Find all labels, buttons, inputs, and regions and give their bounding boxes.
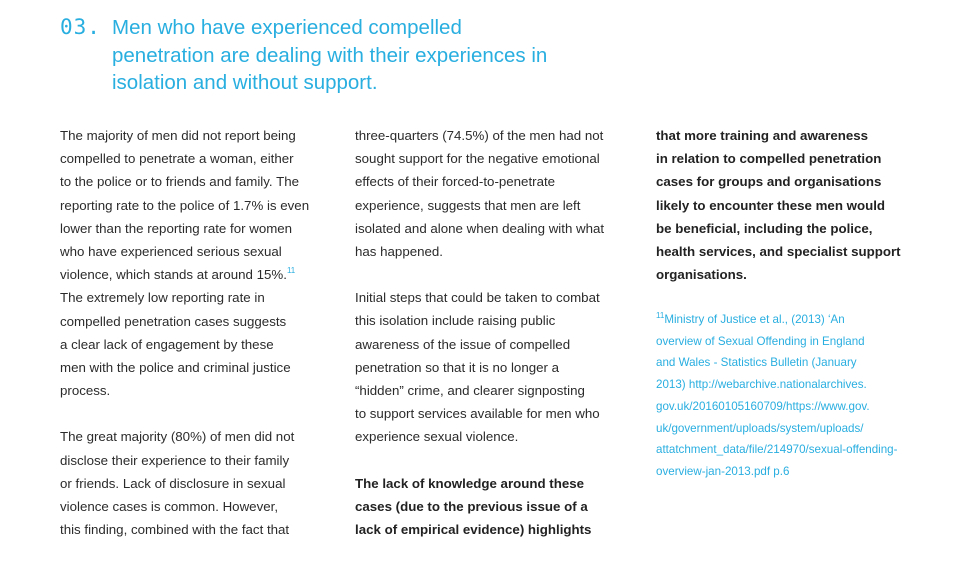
body-line: sought support for the negative emotional (355, 151, 600, 167)
body-line: who have experienced serious sexual (60, 244, 282, 260)
section-number: 03. (60, 15, 101, 39)
body-line: experience, suggests that men are left (355, 197, 581, 213)
body-line: this finding, combined with the fact that (60, 522, 290, 538)
emphasis-line: in relation to compelled penetration (656, 151, 882, 167)
footnote-link-line[interactable]: attatchment_data/file/214970/sexual-offending- (656, 443, 898, 457)
body-line (60, 263, 330, 286)
section-title-line: isolation and without support. (112, 71, 378, 94)
body-line: experience sexual violence. (355, 429, 519, 445)
body-line: isolated and alone when dealing with what (355, 220, 605, 236)
section-title-line: penetration are dealing with their experiences in (112, 43, 548, 67)
footnote-reference[interactable]: 11 (286, 266, 296, 276)
paragraph-gap (355, 263, 630, 286)
body-line: compelled penetration cases suggests (60, 313, 287, 329)
text-column-3 (656, 124, 936, 286)
body-line: this isolation include raising public (355, 313, 556, 329)
body-line: three-quarters (74.5%) of the men had not (355, 128, 604, 143)
body-line: effects of their forced-to-penetrate (355, 174, 556, 190)
body-line: compelled to penetrate a woman, either (60, 151, 294, 167)
body-line: The majority of men did not report being (60, 128, 296, 143)
footnote-line-text: Ministry of Justice et al., (2013) ‘An (664, 313, 845, 326)
body-line: The extremely low reporting rate in (60, 290, 265, 306)
body-line: to support services available for men who (355, 406, 600, 422)
footnote-line: and Wales - Statistics Bulletin (January (656, 356, 857, 370)
body-line: disclose their experience to their family (60, 452, 290, 468)
body-line: violence cases is common. However, (60, 499, 279, 515)
footnote (656, 309, 946, 483)
body-line: awareness of the issue of compelled (355, 336, 571, 352)
body-line: The great majority (80%) of men did not (60, 429, 295, 445)
body-line: reporting rate to the police of 1.7% is even (60, 197, 310, 213)
footnote-line: 2013) http://webarchive.nationalarchives. (656, 378, 867, 392)
emphasis-line: lack of empirical evidence) highlights (355, 522, 592, 538)
body-line: to the police or to friends and family. The (60, 174, 299, 190)
emphasis-line: that more training and awareness (656, 128, 869, 143)
paragraph-gap (355, 449, 630, 472)
body-line: a clear lack of engagement by these (60, 336, 274, 352)
footnote-line: overview of Sexual Offending in England (656, 334, 865, 348)
body-line: lower than the reporting rate for women (60, 220, 293, 236)
section-title (112, 14, 582, 97)
body-line: men with the police and criminal justice (60, 360, 291, 376)
body-line: “hidden” crime, and clearer signposting (355, 383, 585, 399)
footnote-number: 11 (656, 311, 665, 320)
section-title-line: Men who have experienced compelled (112, 16, 462, 39)
footnote-link-line[interactable]: uk/government/uploads/system/uploads/ (656, 421, 864, 435)
body-line: or friends. Lack of disclosure in sexual (60, 475, 286, 491)
paragraph-gap (60, 402, 330, 425)
footnote-line (656, 309, 946, 331)
body-line-text: violence, which stands at around 15%. (60, 267, 287, 283)
emphasis-line: be beneficial, including the police, (656, 220, 873, 236)
body-line: penetration so that it is no longer a (355, 359, 560, 375)
footnote-line: overview-jan-2013.pdf p.6 (656, 464, 790, 478)
emphasis-line: The lack of knowledge around these (355, 475, 585, 491)
body-line: Initial steps that could be taken to combat (355, 290, 600, 306)
emphasis-line: cases for groups and organisations (656, 174, 882, 190)
body-line: has happened. (355, 244, 443, 260)
body-line: process. (60, 383, 111, 399)
emphasis-line: likely to encounter these men would (656, 197, 886, 213)
emphasis-line: cases (due to the previous issue of a (355, 498, 588, 514)
text-column-2 (355, 124, 630, 541)
footnote-link-line[interactable]: gov.uk/20160105160709/https://www.gov. (656, 399, 870, 413)
text-column-1 (60, 124, 330, 541)
emphasis-line: health services, and specialist support (656, 244, 901, 260)
emphasis-line: organisations. (656, 267, 747, 283)
